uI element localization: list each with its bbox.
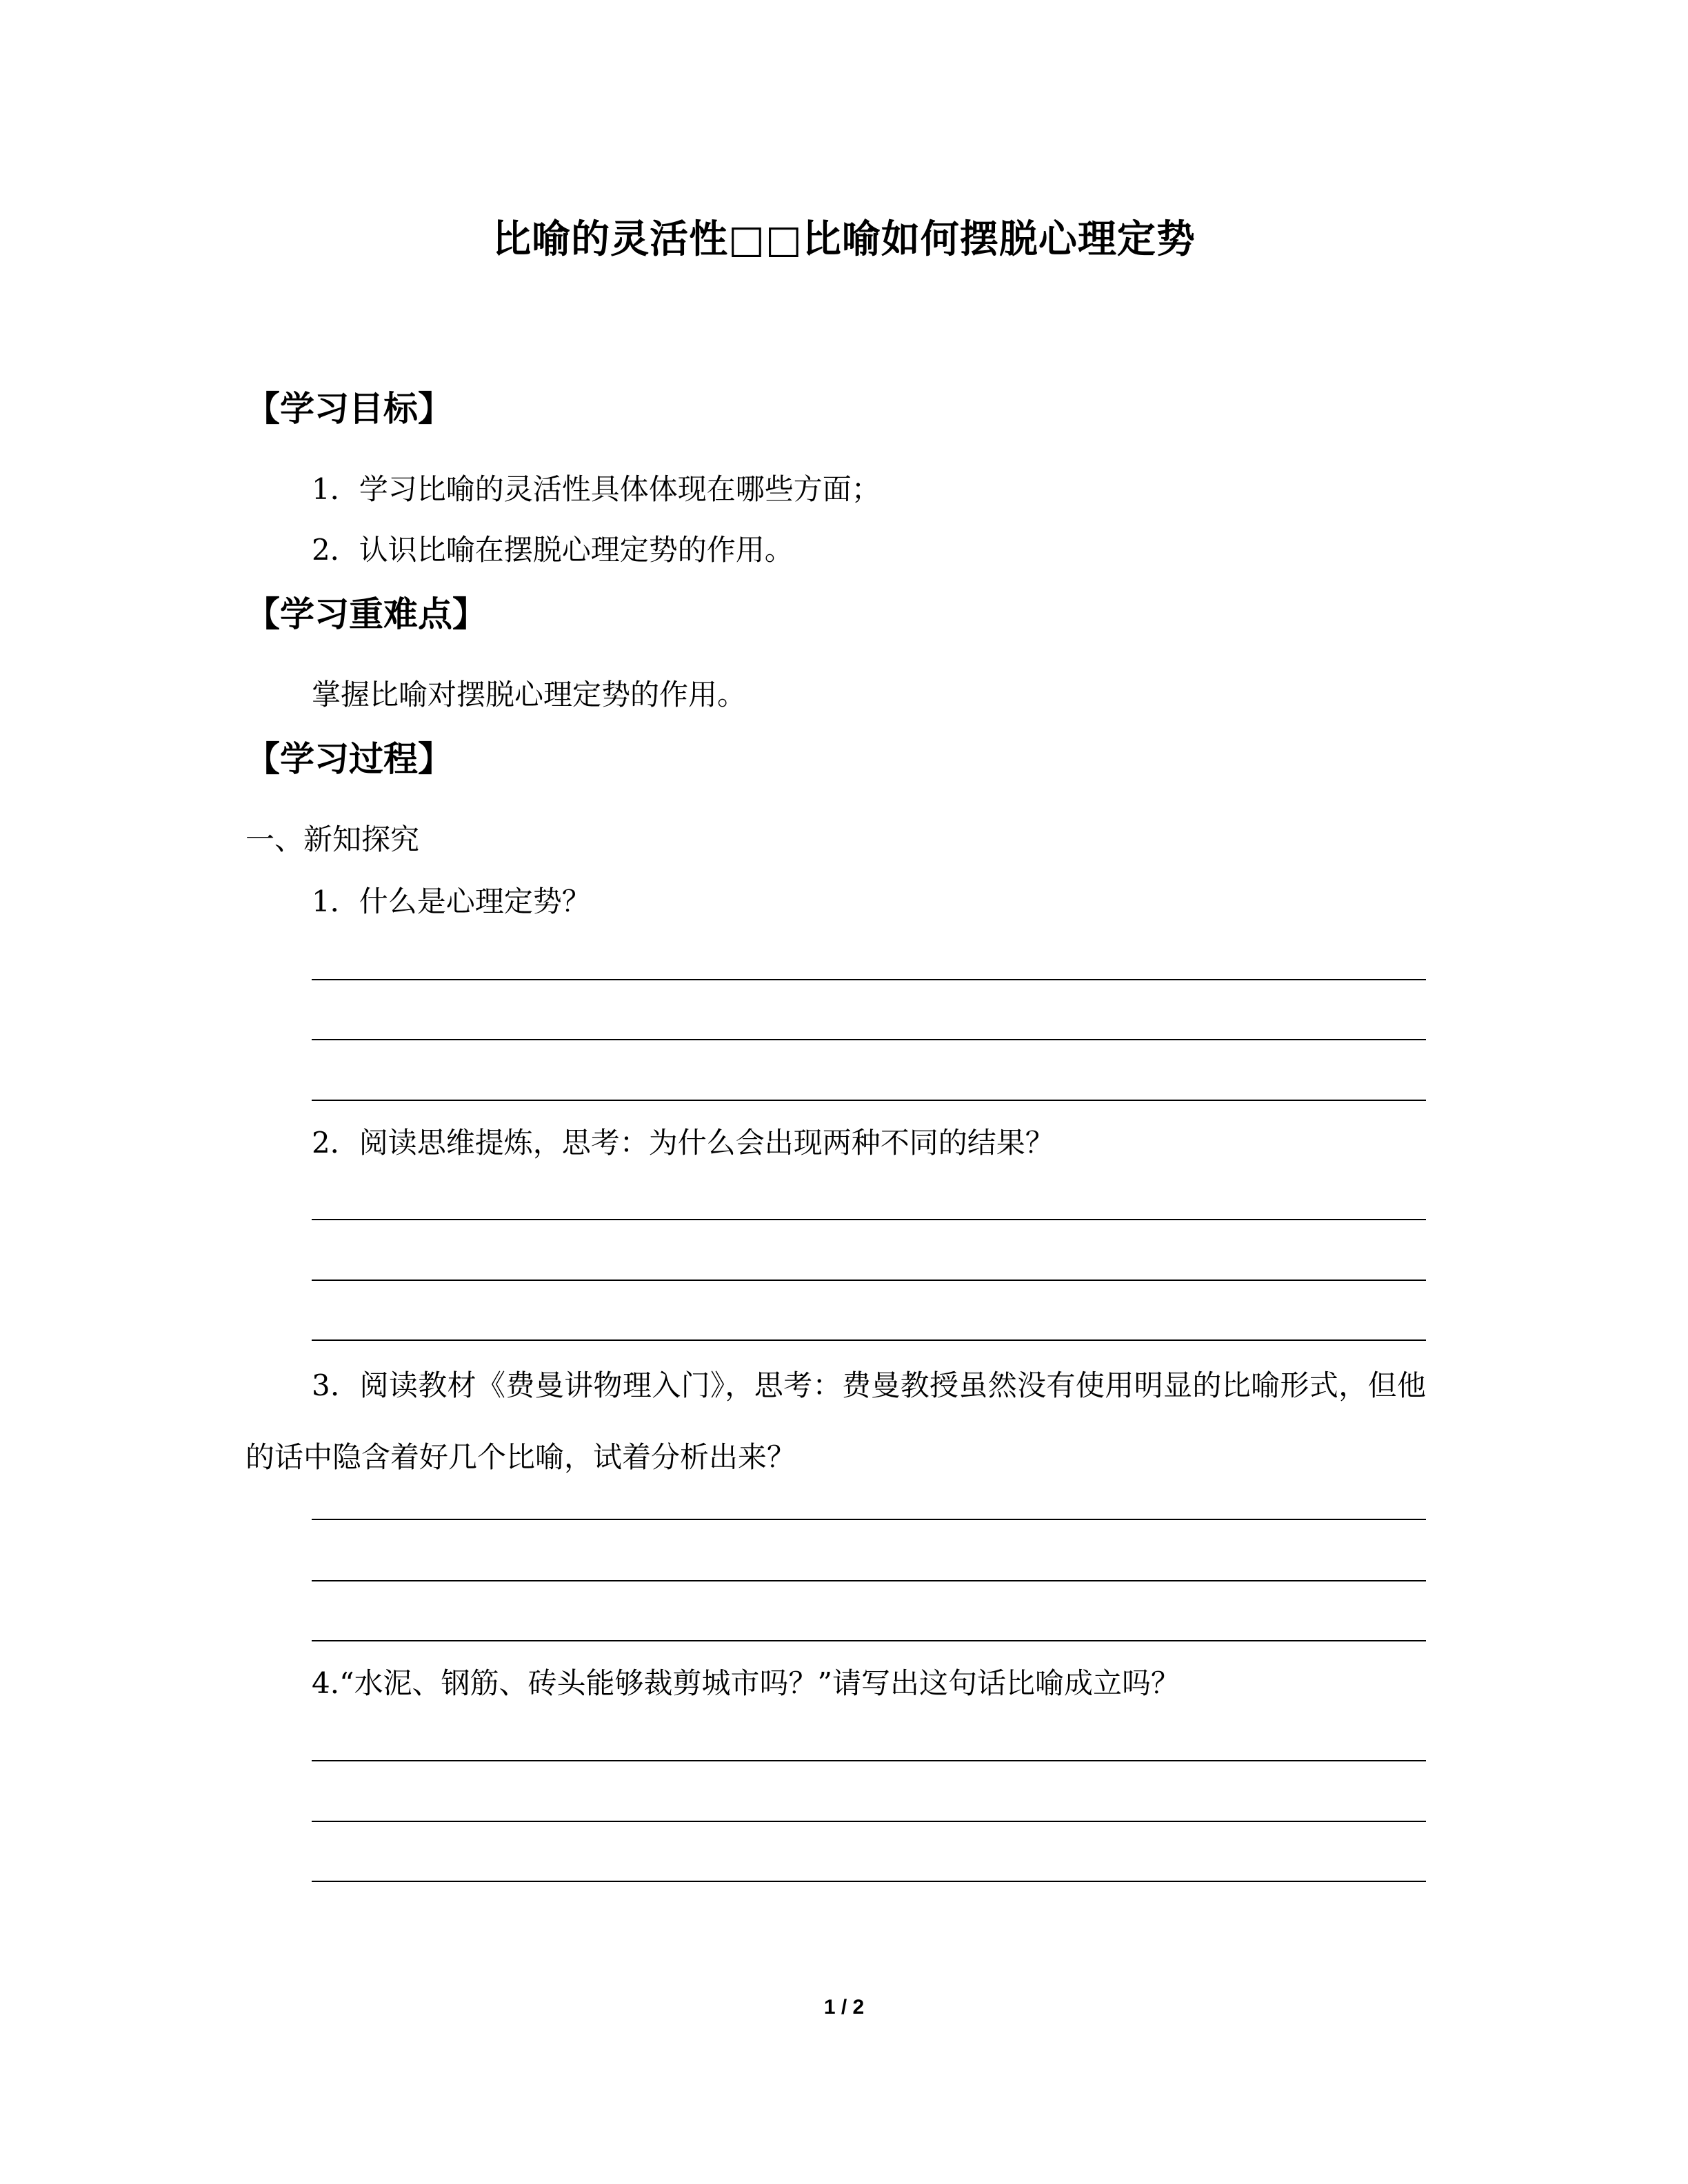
key-points-heading: 【学习重难点】 (245, 594, 487, 634)
question-1: 1．什么是心理定势？ (312, 884, 591, 918)
answer-line (312, 1219, 1426, 1220)
goals-heading: 【学习目标】 (245, 389, 452, 429)
answer-line (312, 1100, 1426, 1101)
answer-line (312, 1821, 1426, 1822)
answer-line (312, 1580, 1426, 1581)
answer-line (312, 1640, 1426, 1641)
answer-line (312, 1881, 1426, 1882)
answer-line (312, 1339, 1426, 1341)
key-points-text: 掌握比喻对摆脱心理定势的作用。 (312, 678, 747, 711)
page-title: 比喻的灵活性□□比喻如何摆脱心理定势 (492, 217, 1196, 262)
question-2: 2．阅读思维提炼，思考：为什么会出现两种不同的结果？ (312, 1126, 1054, 1160)
answer-line (312, 1280, 1426, 1281)
goal-item-1: 1．学习比喻的灵活性具体体现在哪些方面； (312, 472, 881, 506)
goal-item-2: 2．认识比喻在摆脱心理定势的作用。 (312, 533, 794, 567)
answer-line (312, 1760, 1426, 1761)
answer-line (312, 1039, 1426, 1040)
question-4: 4.“水泥、钢筋、砖头能够裁剪城市吗？”请写出这句话比喻成立吗？ (312, 1666, 1180, 1700)
question-3: 3．阅读教材《费曼讲物理入门》，思考：费曼教授虽然没有使用明显的比喻形式，但他的话中隐含着好几个比喻，试着分析出来？ (245, 1368, 1426, 1474)
page-number: 1 / 2 (823, 1996, 865, 2019)
process-heading: 【学习过程】 (245, 739, 452, 779)
answer-line (312, 1519, 1426, 1520)
answer-line (312, 979, 1426, 980)
part-heading: 一、新知探究 (245, 822, 420, 856)
